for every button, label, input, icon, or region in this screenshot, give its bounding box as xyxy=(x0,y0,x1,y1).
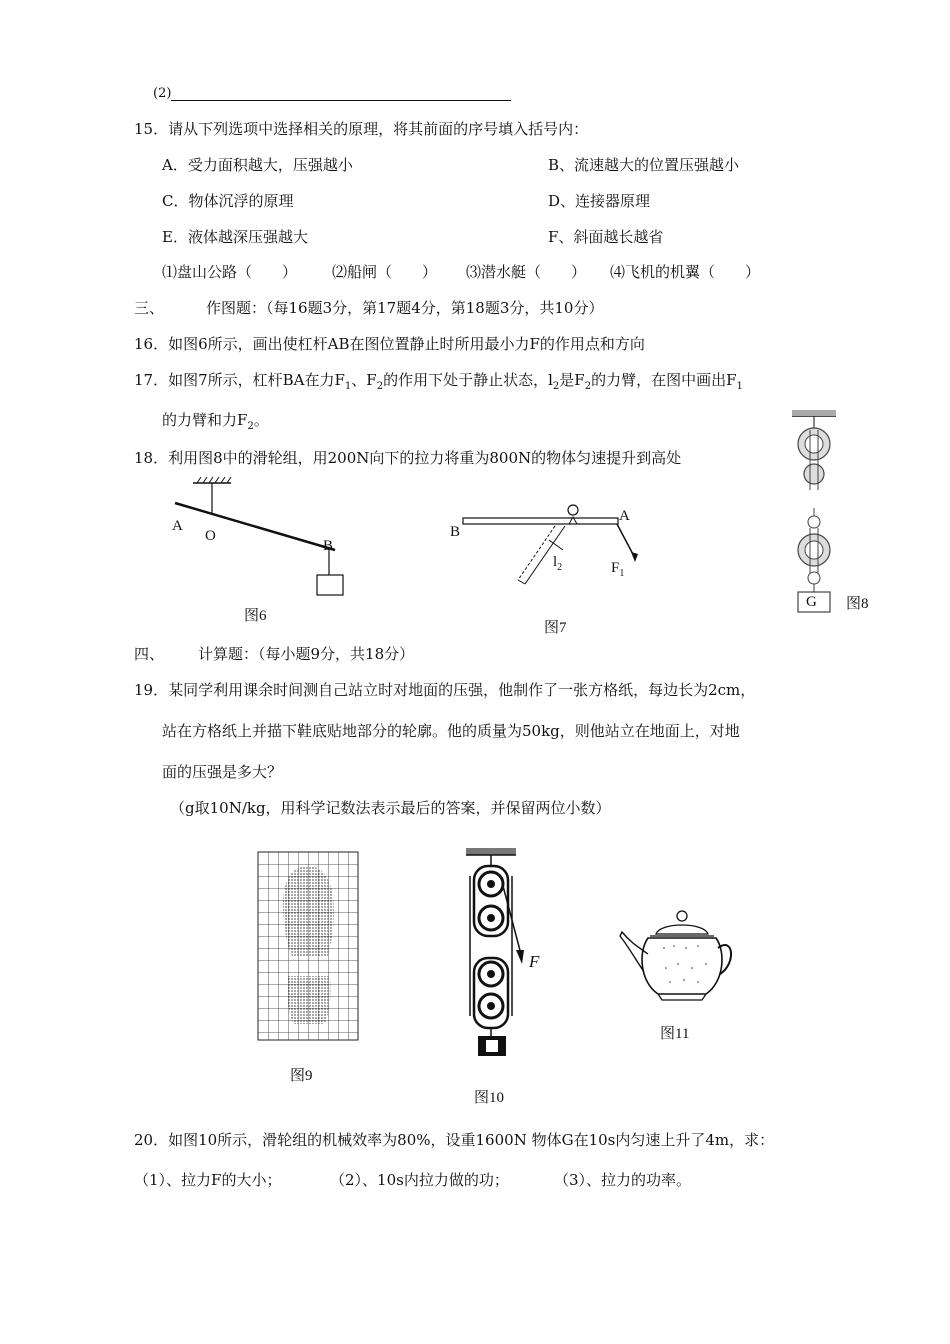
fig10-caption: 图10 xyxy=(474,1090,505,1106)
section4-number: 四、 xyxy=(134,645,165,663)
q18-text: 18．利用图8中的滑轮组，用200N向下的拉力将重为800N的物体匀速提升到高处 xyxy=(134,449,682,467)
q20-part-2: （2）、10s内拉力做的功； xyxy=(330,1171,509,1189)
figure-11-teapot xyxy=(618,908,734,1002)
q14-item2-label: (2) xyxy=(153,86,172,101)
q20-line1: 20．如图10所示，滑轮组的机械效率为80%，设重1600N 物体G在10s内匀速上升了4m，求： xyxy=(134,1131,775,1149)
section4-title: 计算题：（每小题9分，共18分） xyxy=(198,645,415,663)
figure-9-grid xyxy=(258,852,360,1042)
section3-number: 三、 xyxy=(134,299,165,317)
q19-line1: 19．某同学利用课余时间测自己站立时对地面的压强，他制作了一张方格纸，每边长为2cm， xyxy=(134,681,756,699)
q20-part-3: （3）、拉力的功率。 xyxy=(554,1171,692,1189)
q15-option-e: E．液体越深压强越大 xyxy=(162,228,308,246)
fig7-label-b: B xyxy=(450,524,461,540)
fig7-label-f1: $F_1$ xyxy=(611,560,625,579)
q17-line1: 17．如图7所示，杠杆BA在力$F_1$、$F_2$的作用下处于静止状态，$l_2$是$F_2$的力臂，在图中画出$F_1$ xyxy=(134,371,743,392)
q15-stem: 15．请从下列选项中选择相关的原理，将其前面的序号填入括号内： xyxy=(134,120,589,138)
fig10-label-f: F xyxy=(529,952,540,971)
figure-8-pulley xyxy=(790,410,840,615)
q15-option-c: C．物体沉浮的原理 xyxy=(162,192,294,210)
q15-option-b: B、流速越大的位置压强越小 xyxy=(548,156,740,174)
q15-blank-3: ⑶潜水艇（ ） xyxy=(466,263,587,281)
q15-option-a: A．受力面积越大，压强越小 xyxy=(162,156,353,174)
q20-part-1: （1）、拉力F的大小； xyxy=(134,1171,282,1189)
q17-line2: 的力臂和力$F_2$。 xyxy=(162,411,269,432)
fig7-caption: 图7 xyxy=(544,620,567,636)
fig8-label-g: G xyxy=(806,594,817,610)
fig6-caption: 图6 xyxy=(244,608,267,624)
q15-blank-2: ⑵船闸（ ） xyxy=(332,263,438,281)
q15-option-f: F、斜面越长越省 xyxy=(548,228,664,246)
fig7-label-l2: $l_2$ xyxy=(553,554,563,573)
q16-text: 16．如图6所示，画出使杠杆AB在图位置静止时所用最小力F的作用点和方向 xyxy=(134,335,645,353)
fig7-label-a: A xyxy=(619,508,630,524)
q19-note: （g取10N/kg，用科学记数法表示最后的答案，并保留两位小数） xyxy=(170,799,611,817)
fig6-label-b: B xyxy=(323,538,334,554)
fig6-label-o: O xyxy=(205,528,216,544)
fig11-caption: 图11 xyxy=(660,1026,690,1042)
q15-blank-1: ⑴盘山公路（ ） xyxy=(162,263,298,281)
q19-line2: 站在方格纸上并描下鞋底贴地部分的轮廓。他的质量为50kg，则他站立在地面上，对地 xyxy=(162,722,740,740)
section3-title: 作图题：（每16题3分，第17题4分，第18题3分，共10分） xyxy=(206,299,604,317)
fig6-label-a: A xyxy=(172,518,183,534)
fig9-caption: 图9 xyxy=(290,1068,313,1084)
q14-item2 xyxy=(153,86,511,101)
q19-line3: 面的压强是多大？ xyxy=(162,763,283,781)
q15-blank-4: ⑷飞机的机翼（ ） xyxy=(610,263,761,281)
answer-blank-line xyxy=(171,86,511,101)
fig8-caption: 图8 xyxy=(846,596,869,612)
q15-option-d: D、连接器原理 xyxy=(548,192,651,210)
